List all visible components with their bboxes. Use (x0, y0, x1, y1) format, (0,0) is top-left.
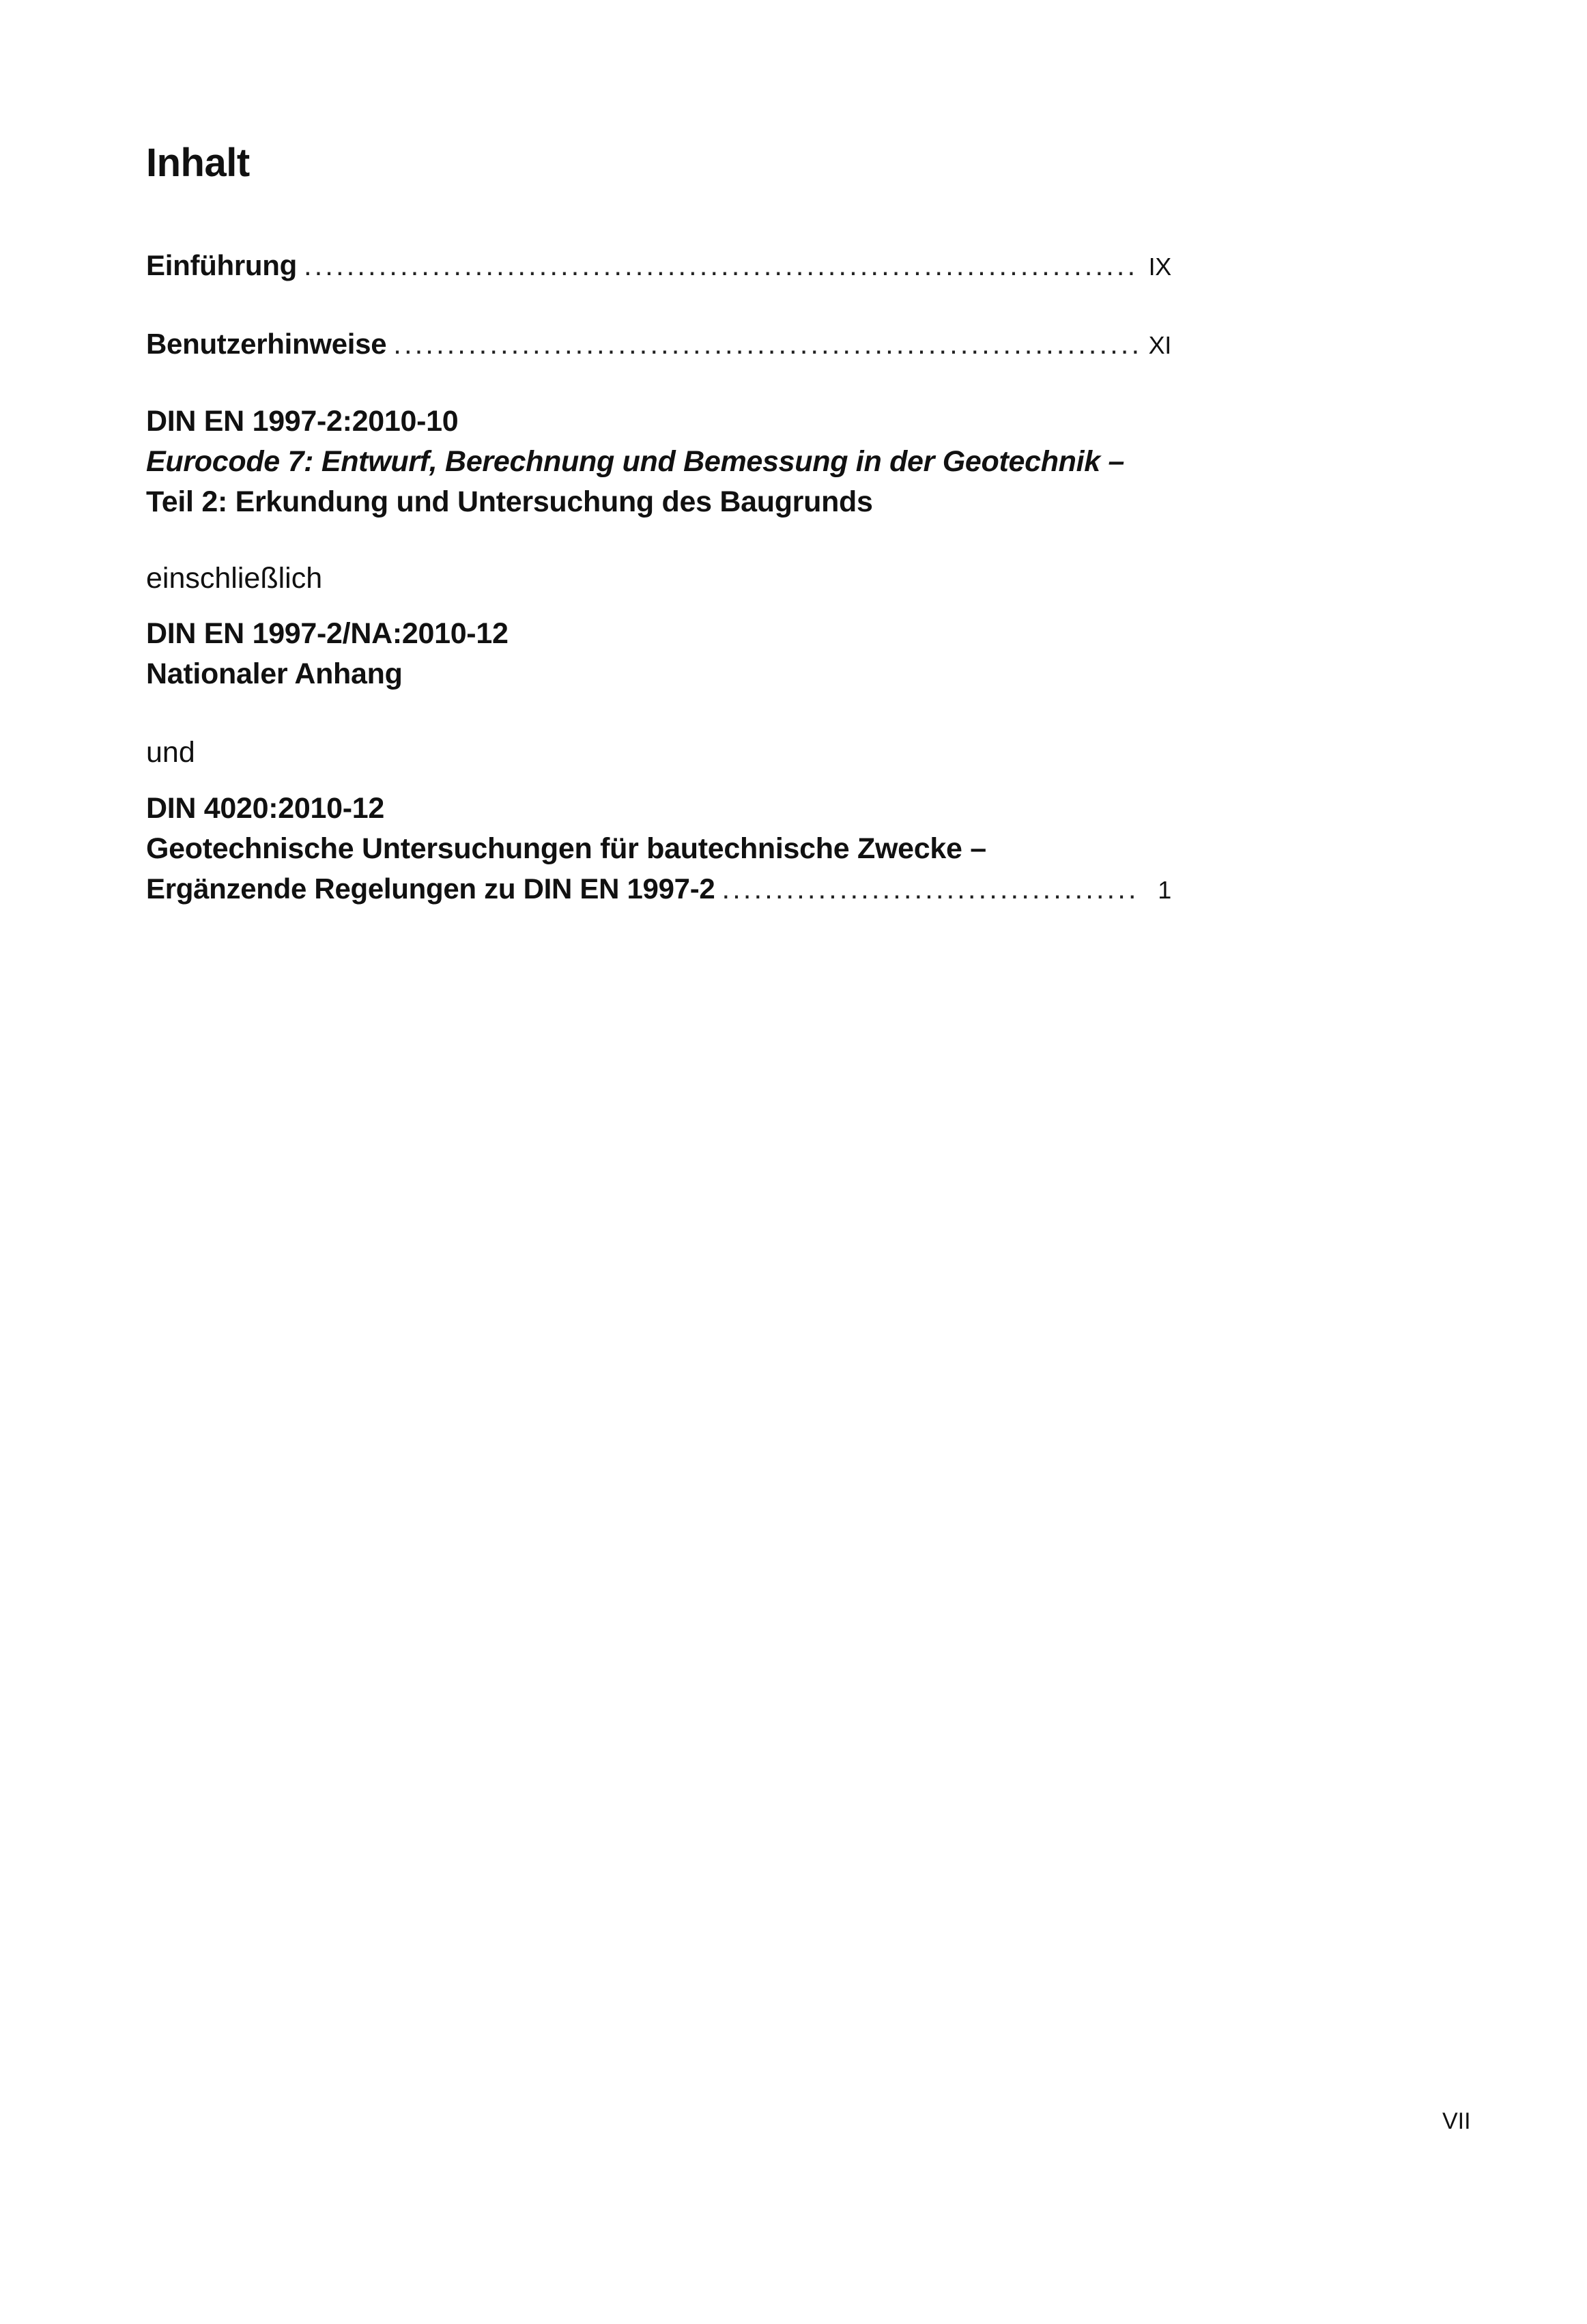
dot-leader (721, 873, 1141, 905)
toc-page-number: XI (1148, 331, 1171, 359)
page-title: Inhalt (146, 141, 250, 185)
toc-entry-einfuehrung[interactable] (146, 249, 1171, 282)
toc-standard-title-na: Nationaler Anhang (146, 657, 403, 690)
toc-standard-title-line-2: Teil 2: Erkundung und Untersuchung des Baugrunds (146, 485, 873, 518)
toc-page-number: IX (1148, 253, 1171, 281)
toc-standard-code-en1997-2: DIN EN 1997-2:2010-10 (146, 405, 459, 438)
dot-leader (304, 249, 1139, 282)
toc-page-number: 1 (1158, 876, 1171, 904)
toc-standard-title-line-1: Eurocode 7: Entwurf, Berechnung und Bemessung in der Geotechnik – (146, 445, 1125, 478)
dot-leader (393, 328, 1139, 360)
toc-standard-code-din4020: DIN 4020:2010-12 (146, 792, 384, 825)
page-folio: VII (1442, 2108, 1471, 2134)
toc-entry-label: Einführung (146, 249, 297, 281)
toc-standard-code-na: DIN EN 1997-2/NA:2010-12 (146, 617, 509, 650)
connector-und: und (146, 736, 195, 769)
toc-entry-benutzerhinweise[interactable] (146, 328, 1171, 360)
toc-entry-label: Benutzerhinweise (146, 328, 387, 360)
toc-entry-din4020[interactable] (146, 873, 1171, 905)
toc-entry-label: Ergänzende Regelungen zu DIN EN 1997-2 (146, 873, 715, 905)
connector-einschliesslich: einschließlich (146, 562, 323, 595)
toc-standard-title-din4020-line-1: Geotechnische Untersuchungen für bautechnische Zwecke – (146, 832, 986, 865)
